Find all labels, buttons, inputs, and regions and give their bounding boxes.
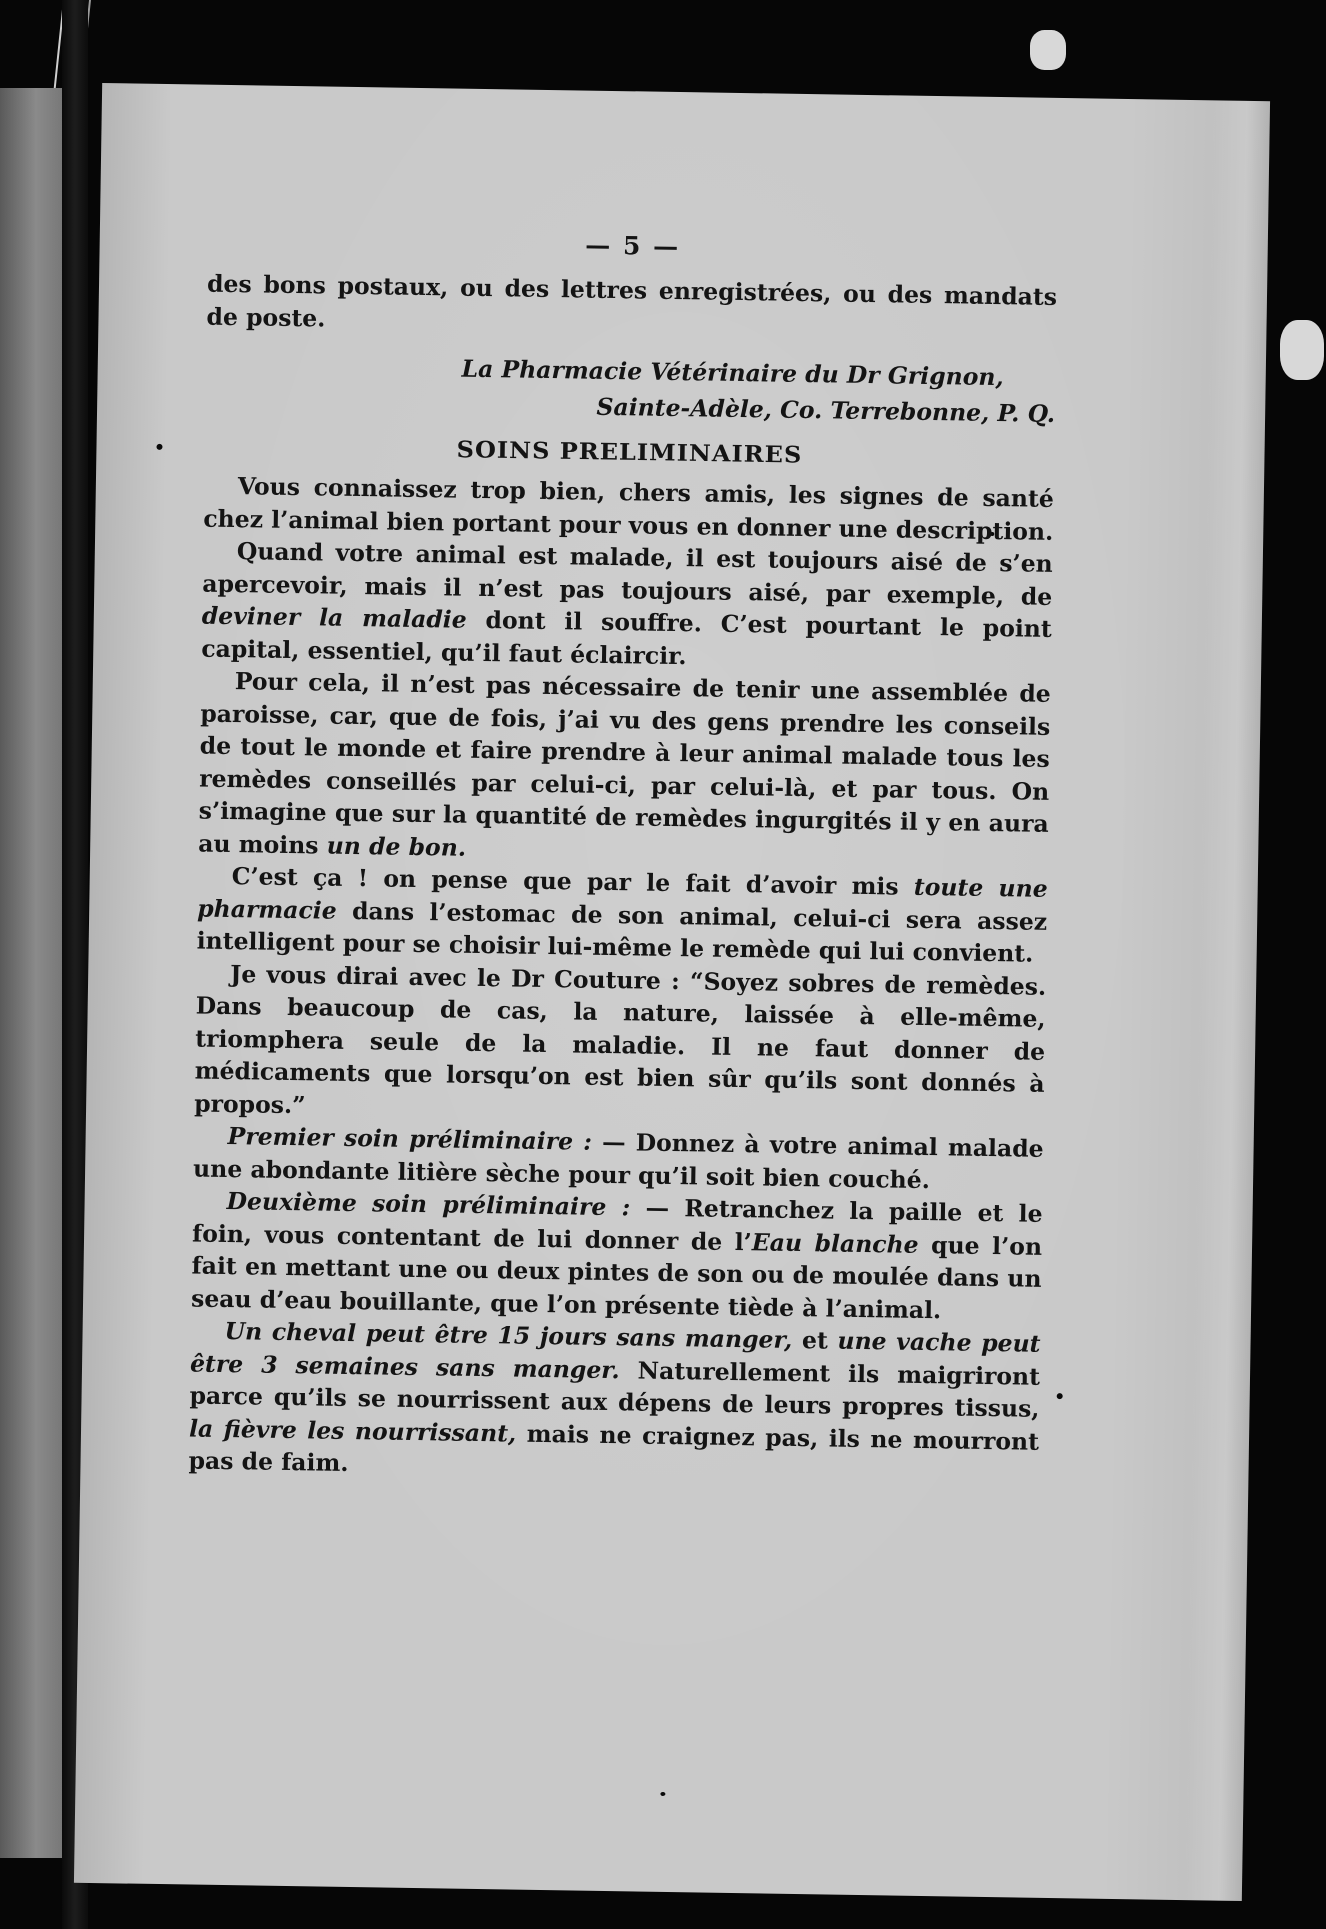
paragraph-8-emphasis-c: une vache peut être 3 semaines sans manger. [189, 1326, 1041, 1384]
page-text [188, 225, 1058, 1491]
paragraph-6-text: — Donnez à votre animal malade une abondante litière sèche pour qu’il soit bien couché. [192, 1127, 1044, 1194]
book-page [74, 83, 1270, 1901]
section-heading: SOINS PRELIMINAIRES [456, 435, 803, 469]
paragraph-3-text-a: Pour cela, il n’est pas nécessaire de tenir une assemblée de paroisse, car, que de fois, j’ai vu des gens prendre les conseils de tout le monde et faire prendre à leur animal malade tous les remèdes conseillés par celui-ci, par celui-là, et par tous. On s’imagine que sur la quantité de remèdes ingurgités il y en aura au moins [198, 667, 1051, 860]
opening-paragraph: des bons postaux, ou des lettres enregistrées, ou des mandats de poste. [206, 269, 1058, 332]
paragraph-8 [188, 1314, 1040, 1490]
paragraph-5: Je vous dirai avec le Dr Couture : “Soyez sobres de remèdes. Dans beaucoup de cas, la nature, laissée à elle-même, triomphera seule de la maladie. Il ne faut donner de médicaments que lorsqu’on est bien sûr qu’ils sont donnés à propos.” [193, 959, 1047, 1119]
paragraph-2-text-c: dont il souffre. C’est pourtant le point capital, essentiel, qu’il faut éclaircir. [201, 605, 1052, 670]
paragraph-4 [196, 860, 1047, 971]
paragraph-8-text-b: et [792, 1325, 838, 1355]
paragraph-8-emphasis-e: la fièvre les nourrissant, [188, 1413, 517, 1448]
page-number: — 5 — [585, 230, 681, 262]
dust-spot [1280, 320, 1324, 380]
paragraph-3-emphasis: un de bon. [326, 831, 467, 862]
paragraph-7-lead: Deuxième soin préliminaire : [226, 1187, 631, 1222]
paragraph-8-text-f: mais ne craignez pas, ils ne mourront pas de faim. [188, 1419, 1040, 1477]
paragraph-4-emphasis: toute une pharmacie [197, 872, 1048, 925]
paragraph-6-lead: Premier soin préliminaire : [227, 1122, 593, 1156]
ink-speck [156, 444, 162, 450]
paragraph-2-emphasis: deviner la maladie [201, 601, 467, 634]
signature-line-1: La Pharmacie Vétérinaire du Dr Grignon, [461, 354, 1004, 392]
ink-speck [660, 1792, 665, 1796]
paragraph-4-text-c: dans l’estomac de son animal, celui-ci sera assez intelligent pour se choisir lui-même le remède qui lui convient. [196, 896, 1048, 968]
paragraph-2 [201, 535, 1053, 678]
paragraph-1: Vous connaissez trop bien, chers amis, les signes de santé chez l’animal bien portant pour vous en donner une description. [203, 472, 1055, 546]
paragraph-8-emphasis-a: Un cheval peut être 15 jours sans manger, [224, 1317, 793, 1354]
page-edge-shade [1184, 100, 1270, 1901]
paragraph-7-emphasis: Eau blanche [751, 1227, 919, 1259]
paragraph-8-text-d: Naturellement ils maigriront parce qu’ils se nourrissent aux dépens de leurs propres tissus, [189, 1355, 1041, 1423]
paragraph-2-text-a: Quand votre animal est malade, il est toujours aisé de s’en apercevoir, mais il n’est pas toujours aisé, par exemple, de [202, 537, 1053, 611]
signature-block [205, 347, 1056, 432]
paragraph-4-text-a: C’est ça ! on pense que par le fait d’avoir mis [231, 862, 915, 901]
paragraph-7 [191, 1184, 1043, 1327]
signature-line-2: Sainte-Adèle, Co. Terrebonne, P. Q. [596, 392, 1056, 428]
paragraph-3 [198, 665, 1051, 873]
dust-spot [1030, 30, 1066, 70]
paragraph-7-text-b: — Retranchez la paille et le foin, vous contentant de lui donner de l’ [191, 1193, 1043, 1256]
paragraph-7-text-d: que l’on fait en mettant une ou deux pintes de son ou de moulée dans un seau d’eau bouillante, que l’on présente tiède à l’animal. [190, 1230, 1043, 1324]
ink-speck [1057, 1393, 1063, 1399]
